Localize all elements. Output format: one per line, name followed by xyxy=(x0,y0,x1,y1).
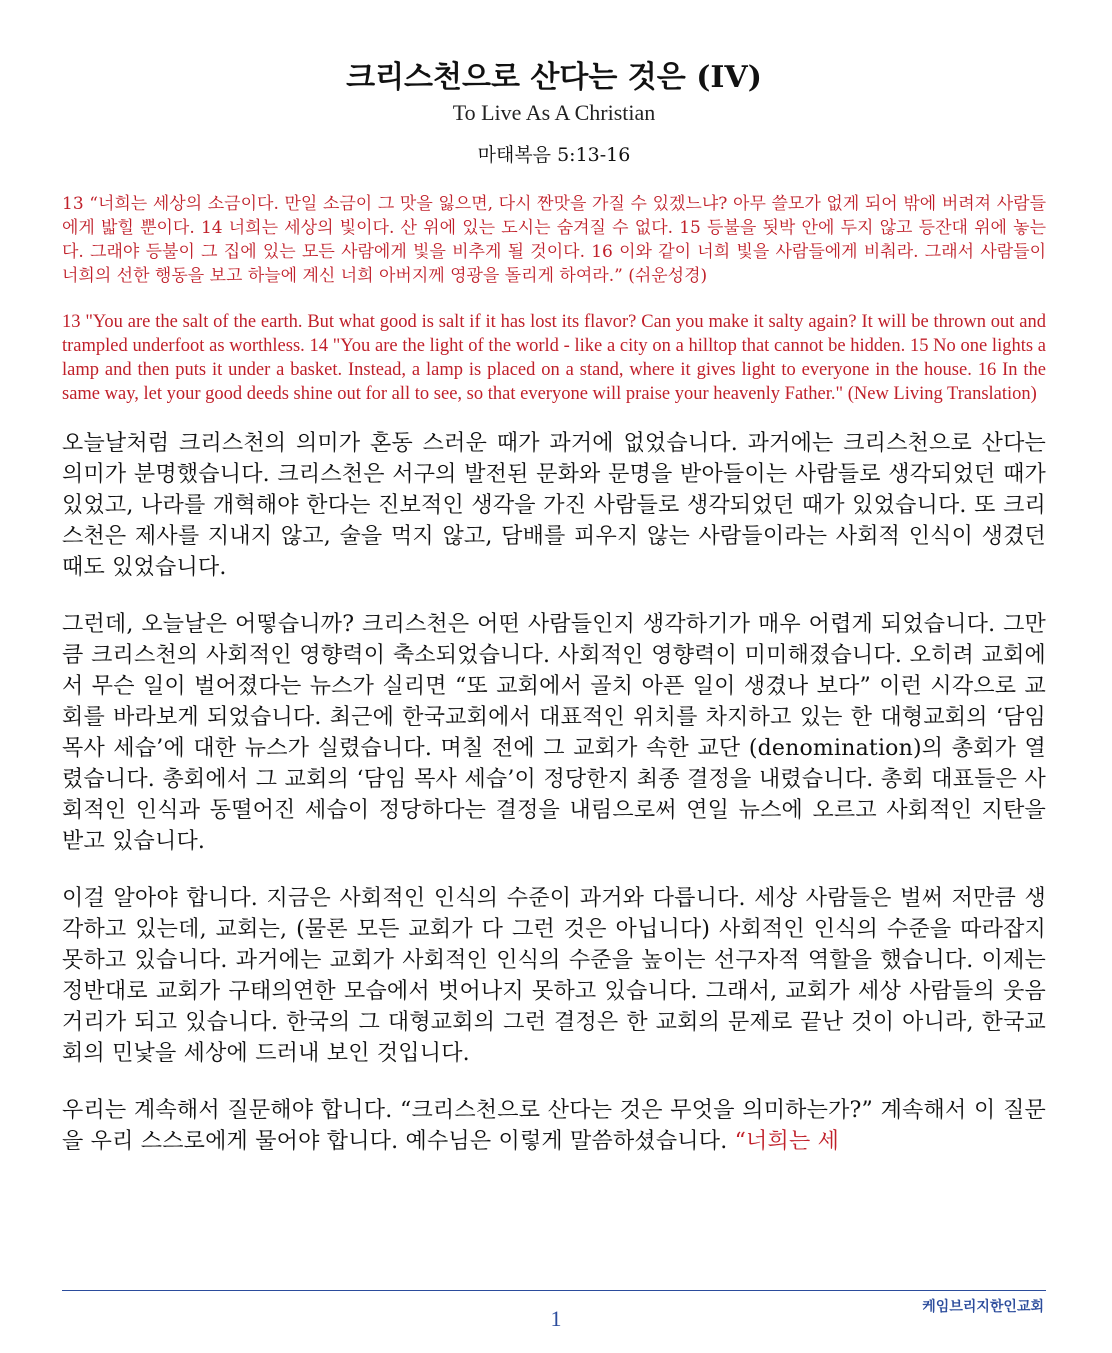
paragraph-4 xyxy=(62,1095,1046,1157)
document-page xyxy=(62,58,1046,1157)
sermon-title: 크리스천으로 산다는 것은 (IV) xyxy=(346,60,762,95)
sermon-subtitle: To Live As A Christian xyxy=(452,100,656,125)
verse-english: 13 "You are the salt of the earth. But what good is salt if it has lost its flavor? Can you make it salty again? It will be thrown out and trampled underfoot as worthless. 14 "You are the light of the world - like a city on a hilltop that cannot be hidden. 15 No one lights a lamp and then puts it under a basket. Instead, a lamp is placed on a stand, where it gives light to everyone in the house. 16 In the same way, let your good deeds shine out for all to see, so that everyone will praise your heavenly Father." (New Living Translation) xyxy=(62,312,1046,404)
paragraph-4-quote-start: “너희는 세 xyxy=(727,1129,840,1154)
scripture-reference: 마태복음 5:13-16 xyxy=(477,144,631,166)
paragraph-4-text: 우리는 계속해서 질문해야 합니다. “크리스천으로 산다는 것은 무엇을 의미하는가?” 계속해서 이 질문을 우리 스스로에게 물어야 합니다. 예수님은 이렇게 말씀하셨습니다. xyxy=(62,1098,1046,1154)
footer-divider xyxy=(62,1290,1046,1291)
paragraph-1: 오늘날처럼 크리스천의 의미가 혼동 스러운 때가 과거에 없었습니다. 과거에는 크리스천으로 산다는 의미가 분명했습니다. 크리스천은 서구의 발전된 문화와 문명을 받아들이는 사람들로 생각되었던 때가 있었고, 나라를 개혁해야 한다는 진보적인 생각을 가진 사람들로 생각되었던 때가 있었습니다. 또 크리스천은 제사를 지내지 않고, 술을 먹지 않고, 담배를 피우지 않는 사람들이라는 사회적 인식이 생겼던 때도 있었습니다. xyxy=(62,431,1046,580)
footer-church-name: 케임브리지한인교회 xyxy=(922,1299,1044,1315)
verse-korean: 13 “너희는 세상의 소금이다. 만일 소금이 그 맛을 잃으면, 다시 짠맛을 가질 수 있겠느냐? 아무 쓸모가 없게 되어 밖에 버려져 사람들에게 밟힐 뿐이다. 14 너희는 세상의 빛이다. 산 위에 있는 도시는 숨겨질 수 없다. 15 등불을 됫박 안에 두지 않고 등잔대 위에 놓는다. 그래야 등불이 그 집에 있는 모든 사람에게 빛을 비추게 될 것이다. 16 이와 같이 너희 빛을 사람들에게 비춰라. 그래서 사람들이 너희의 선한 행동을 보고 하늘에 계신 너희 아버지께 영광을 돌리게 하여라.” (쉬운성경) xyxy=(62,194,1046,286)
page-number: 1 xyxy=(550,1306,562,1331)
paragraph-2: 그런데, 오늘날은 어떻습니까? 크리스천은 어떤 사람들인지 생각하기가 매우 어렵게 되었습니다. 그만큼 크리스천의 사회적인 영향력이 축소되었습니다. 사회적인 영향력이 미미해졌습니다. 오히려 교회에서 무슨 일이 벌어졌다는 뉴스가 실리면 “또 교회에서 골치 아픈 일이 생겼나 보다” 이런 시각으로 교회를 바라보게 되었습니다. 최근에 한국교회에서 대표적인 위치를 차지하고 있는 한 대형교회의 ‘담임 목사 세습’에 대한 뉴스가 실렸습니다. 며칠 전에 그 교회가 속한 교단 (denomination)의 총회가 열렸습니다. 총회에서 그 교회의 ‘담임 목사 세습’이 정당한지 최종 결정을 내렸습니다. 총회 대표들은 사회적인 인식과 동떨어진 세습이 정당하다는 결정을 내림으로써 연일 뉴스에 오르고 사회적인 지탄을 받고 있습니다. xyxy=(62,612,1046,854)
paragraph-3: 이걸 알아야 합니다. 지금은 사회적인 인식의 수준이 과거와 다릅니다. 세상 사람들은 벌써 저만큼 생각하고 있는데, 교회는, (물론 모든 교회가 다 그런 것은 아닙니다) 사회적인 인식의 수준을 따라잡지 못하고 있습니다. 과거에는 교회가 사회적인 인식의 수준을 높이는 선구자적 역할을 했습니다. 이제는 정반대로 교회가 구태의연한 모습에서 벗어나지 못하고 있습니다. 그래서, 교회가 세상 사람들의 웃음거리가 되고 있습니다. 한국의 그 대형교회의 그런 결정은 한 교회의 문제로 끝난 것이 아니라, 한국교회의 민낯을 세상에 드러내 보인 것입니다. xyxy=(62,886,1046,1066)
